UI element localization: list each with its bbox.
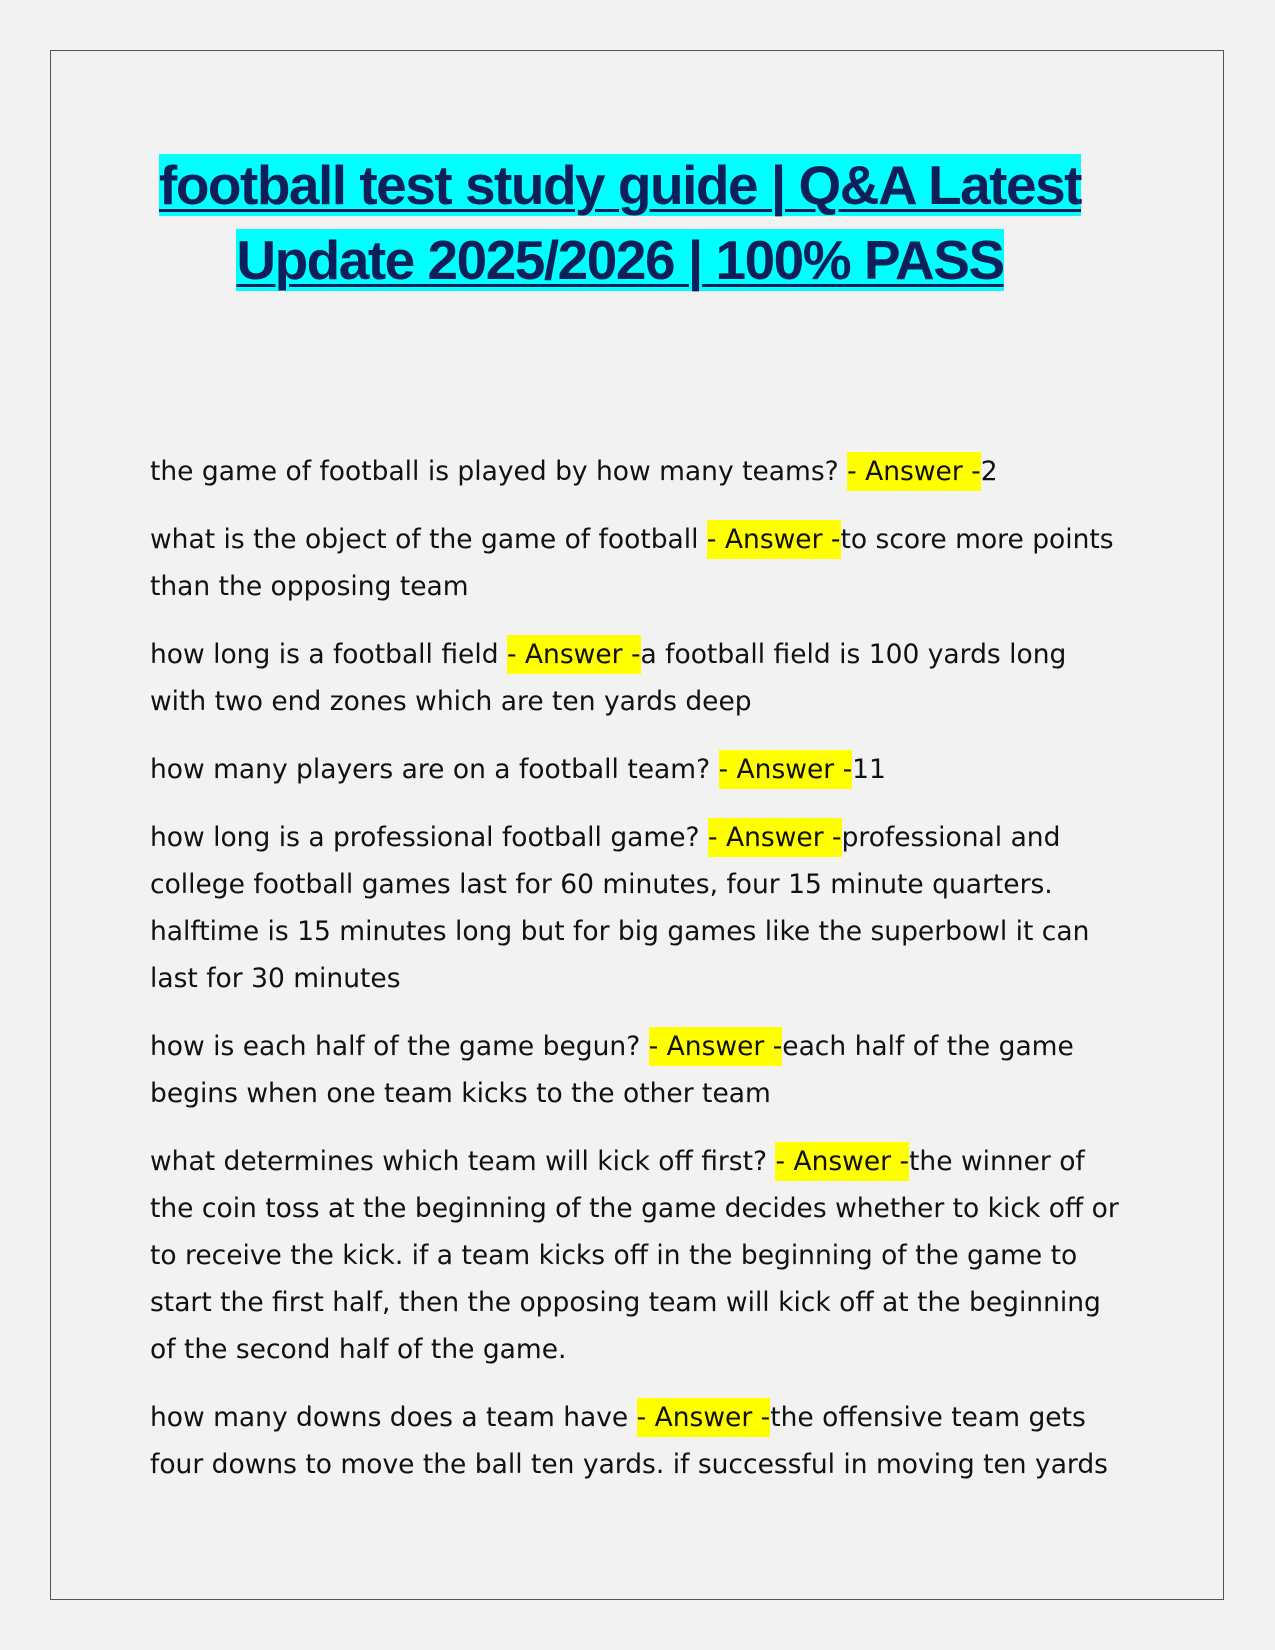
answer-text: 11	[852, 754, 886, 785]
question-text: how many players are on a football team?	[150, 754, 719, 785]
qa-item	[150, 516, 1130, 610]
question-text: the game of football is played by how many teams?	[150, 456, 848, 487]
answer-text: each half of the game begins when one team kicks to the other team	[150, 1031, 1074, 1109]
question-text: what determines which team will kick off first?	[150, 1146, 776, 1177]
answer-text: 2	[980, 456, 998, 487]
answer-marker: - Answer -	[708, 818, 842, 857]
question-text: how long is a professional football game?	[150, 822, 708, 853]
answer-marker: - Answer -	[507, 635, 641, 674]
answer-text: the winner of the coin toss at the beginning of the game decides whether to kick off or to receive the kick. if a team kicks off in the beginning of the game to start the first half, then the opposing team will kick off at the beginning of the second half of the game.	[150, 1146, 1119, 1365]
answer-marker: - Answer -	[649, 1027, 783, 1066]
answer-text: to score more points than the opposing team	[150, 524, 1114, 602]
question-text: how long is a football field	[150, 639, 507, 670]
question-text: what is the object of the game of football	[150, 524, 707, 555]
answer-marker: - Answer -	[775, 1142, 909, 1181]
answer-text: a football field is 100 yards long with two end zones which are ten yards deep	[150, 639, 1067, 717]
qa-item	[150, 1023, 1130, 1117]
qa-item	[150, 1394, 1130, 1488]
title-highlight: football test study guide | Q&A Latest Update 2025/2026 | 100% PASS	[159, 154, 1081, 291]
document-title	[120, 148, 1120, 298]
answer-text: the offensive team gets four downs to move the ball ten yards. if successful in moving ten yards	[150, 1402, 1108, 1480]
qa-item	[150, 746, 1130, 793]
answer-marker: - Answer -	[707, 520, 841, 559]
qa-item	[150, 631, 1130, 725]
qa-item	[150, 1138, 1130, 1373]
question-text: how many downs does a team have	[150, 1402, 637, 1433]
qa-item	[150, 448, 1130, 495]
answer-marker: - Answer -	[847, 452, 981, 491]
qa-item	[150, 814, 1130, 1002]
qa-list	[150, 448, 1130, 1509]
answer-text: professional and college football games last for 60 minutes, four 15 minute quarters. halftime is 15 minutes long but for big games like the superbowl it can last for 30 minutes	[150, 822, 1090, 994]
question-text: how is each half of the game begun?	[150, 1031, 649, 1062]
answer-marker: - Answer -	[719, 750, 853, 789]
answer-marker: - Answer -	[637, 1398, 771, 1437]
